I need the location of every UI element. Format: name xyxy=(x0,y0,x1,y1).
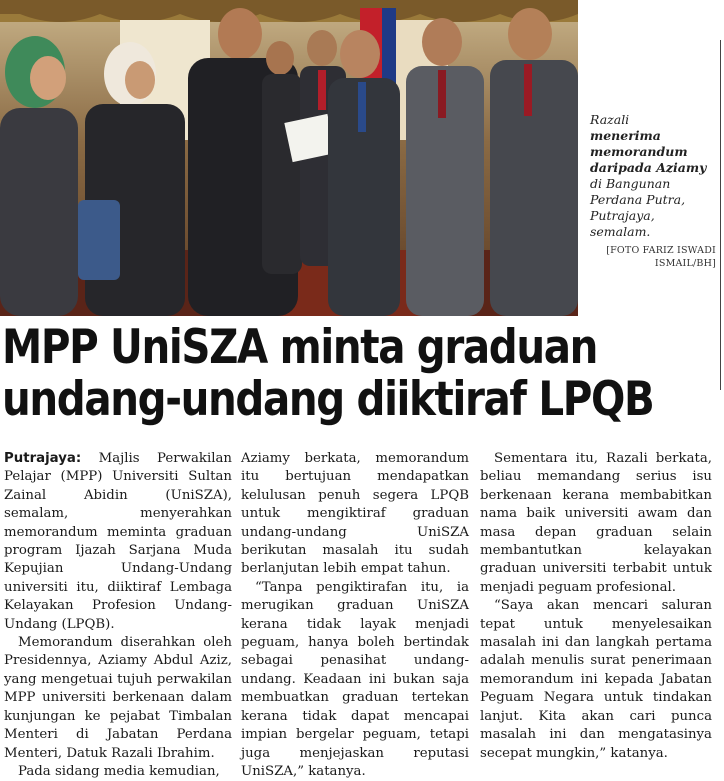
article-paragraph: Memorandum diserahkan oleh Presidennya, Aziamy Abdul Aziz, yang mengetuai tujuh perwakilan MPP universiti berkenaan dalam kunjungan ke pejabat Timbalan Menteri di Jabatan Perdana Menteri, Datuk Razali Ibrahim. xyxy=(4,635,232,761)
article-column-3 xyxy=(480,450,712,763)
article-paragraph: Sementara itu, Razali berkata, beliau memandang serius isu berkenaan kerana membabitkan nama baik universiti awam dan masa depan graduan selain membantutkan kelayakan graduan universiti terbabit untuk menjadi peguam profesional. xyxy=(480,451,712,595)
dateline: Putrajaya: xyxy=(4,451,82,466)
headline-line-1: MPP UniSZA minta graduan xyxy=(2,320,598,375)
article-paragraph: Pada sidang media kemudian, xyxy=(18,763,220,779)
news-photo xyxy=(0,0,578,316)
paragraph-text: Majlis Perwakilan Pelajar (MPP) Universiti Sultan Zainal Abidin (UniSZA), semalam, menyerahkan memorandum meminta graduan program Ijazah Sarjana Muda Kepujian Undang-Undang universiti itu, diiktiraf Lembaga Kelayakan Profesion Undang-Undang (LPQB). xyxy=(4,451,232,632)
headline-line-2: undang-undang diiktiraf LPQB xyxy=(2,372,654,427)
article-paragraph: “Saya akan mencari saluran tepat untuk menyelesaikan masalah ini dan langkah pertama adalah menulis surat penerimaan memorandum ini kepada Jabatan Peguam Negara untuk tindakan lanjut. Kita akan cari punca masalah ini dan mengatasinya secepat mungkin,” katanya. xyxy=(480,598,712,761)
article-column-2 xyxy=(241,450,469,781)
headline xyxy=(2,320,654,427)
column-rule xyxy=(720,40,721,390)
article-paragraph: Aziamy berkata, memorandum itu bertujuan mendapatkan kelulusan penuh segera LPQB untuk mengiktiraf graduan undang-undang UniSZA berikutan masalah itu sudah berlanjutan lebih empat tahun. xyxy=(241,451,469,577)
article-paragraph: “Tanpa pengiktirafan itu, ia merugikan graduan UniSZA kerana tidak layak menjadi peguam, hanya boleh bertindak sebagai penasihat undang-undang. Keadaan ini bukan saja membuatkan graduan tertekan kerana tidak dapat mencapai impian bergelar peguam, tetapi juga menjejaskan reputasi UniSZA,” katanya. xyxy=(241,579,469,779)
article-paragraph xyxy=(4,450,232,634)
caption-bold-text: menerima memorandum daripada Aziamy xyxy=(590,128,707,175)
article-body xyxy=(0,450,724,779)
article-column-1 xyxy=(4,450,232,781)
photo-caption xyxy=(590,112,716,270)
caption-name: Razali xyxy=(590,112,630,127)
photo-credit: [FOTO FARIZ ISWADI ISMAIL/BH] xyxy=(606,245,716,269)
caption-location: di Bangunan Perdana Putra, Putrajaya, semalam. xyxy=(590,176,686,239)
